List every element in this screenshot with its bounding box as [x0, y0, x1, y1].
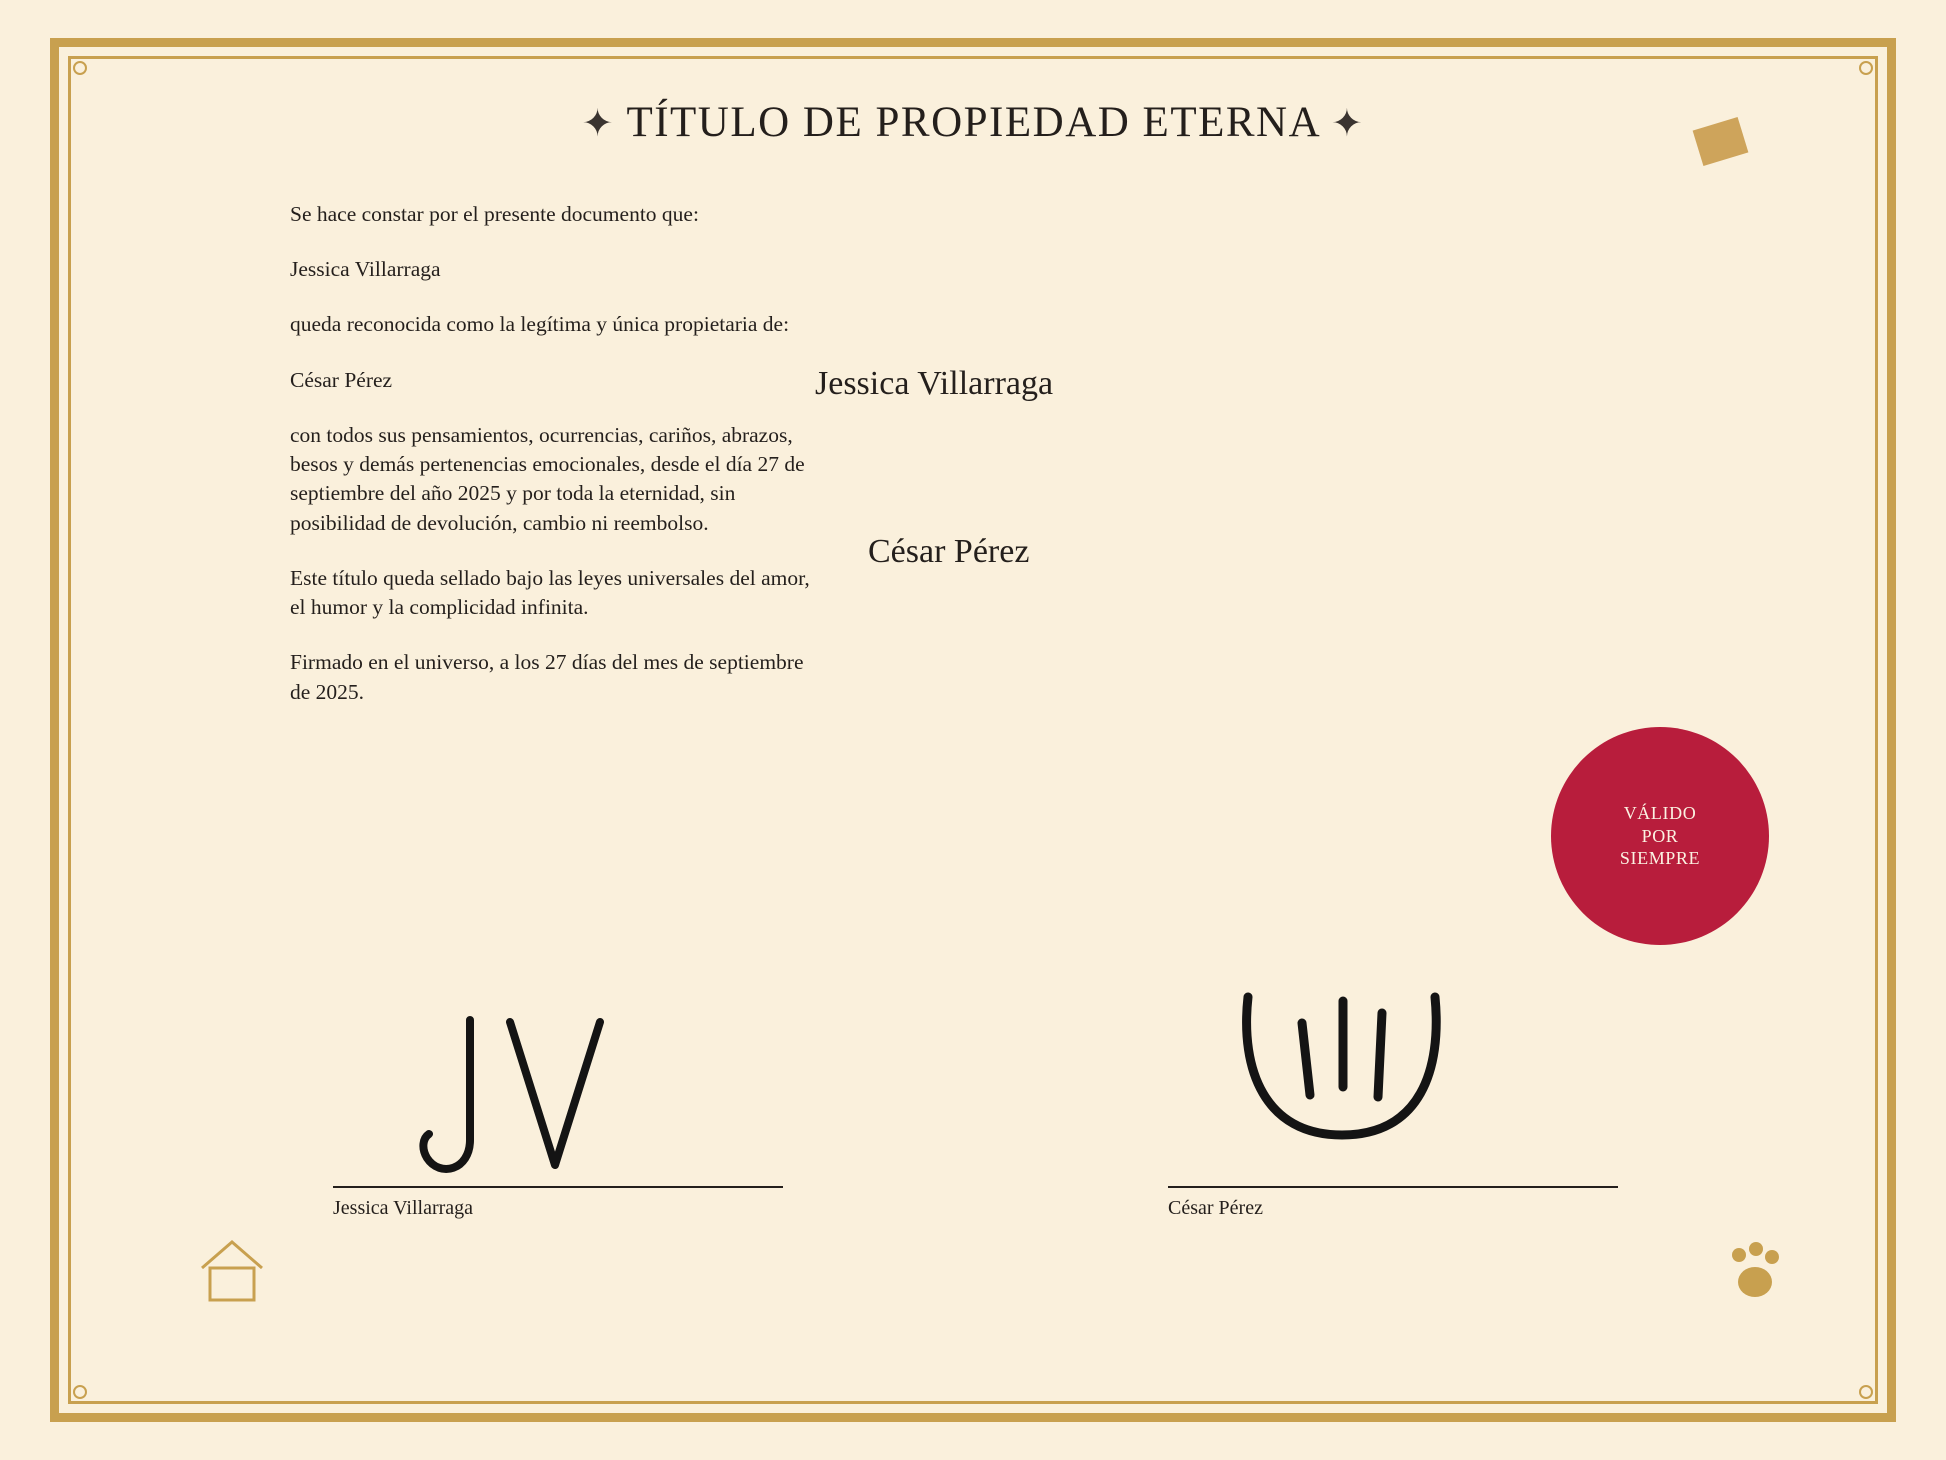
body-paragraph: César Pérez [290, 367, 393, 392]
document-body [290, 200, 810, 707]
signature-block-left [333, 1006, 783, 1220]
body-paragraph: Se hace constar por el presente documento que: [290, 202, 699, 226]
paw-icon [1725, 1240, 1785, 1306]
title-glyph-right: ✦ [1331, 101, 1365, 145]
signature-line [1168, 1186, 1618, 1188]
signature-line [333, 1186, 783, 1188]
corner-ornament-bottom-right [1859, 1385, 1873, 1399]
status-badge-seal [1551, 727, 1769, 945]
corner-ornament-top-right [1859, 61, 1873, 75]
body-paragraph: queda reconocida como la legítima y única propietaria de: [290, 312, 790, 337]
house-icon [192, 1230, 272, 1310]
body-paragraph: Firmado en el universo, a los 27 días del mes de septiembre de 2025. [290, 650, 804, 704]
seal-line-3: SIEMPRE [1619, 848, 1701, 869]
corner-ornament-top-left [73, 61, 87, 75]
seal-line-1: VÁLIDO [1623, 802, 1697, 823]
featured-name-owner: Jessica Villarraga [815, 365, 1054, 402]
seal-line-2: POR [1641, 825, 1679, 846]
featured-name-property: César Pérez [868, 533, 1030, 570]
corner-ornament-bottom-left [73, 1385, 87, 1399]
signature-caption: César Pérez [1168, 1197, 1263, 1219]
signature-block-right [1168, 986, 1618, 1220]
body-paragraph: con todos sus pensamientos, ocurrencias, cariños, abrazos, besos y demás pertenencias emocionales, desde el día 27 de septiembre del año 2025 y por toda la eternidad, sin posibilidad de devolución, cambio ni reembolso. [290, 422, 805, 535]
title-glyph-left: ✦ [581, 101, 615, 145]
title-text: TÍTULO DE PROPIEDAD ETERNA [626, 99, 1319, 146]
body-paragraph: Jessica Villarraga [290, 257, 441, 282]
body-paragraph: Este título queda sellado bajo las leyes universales del amor, el humor y la complicidad infinita. [290, 565, 810, 620]
document-title [0, 98, 1946, 147]
signature-caption: Jessica Villarraga [333, 1197, 474, 1219]
